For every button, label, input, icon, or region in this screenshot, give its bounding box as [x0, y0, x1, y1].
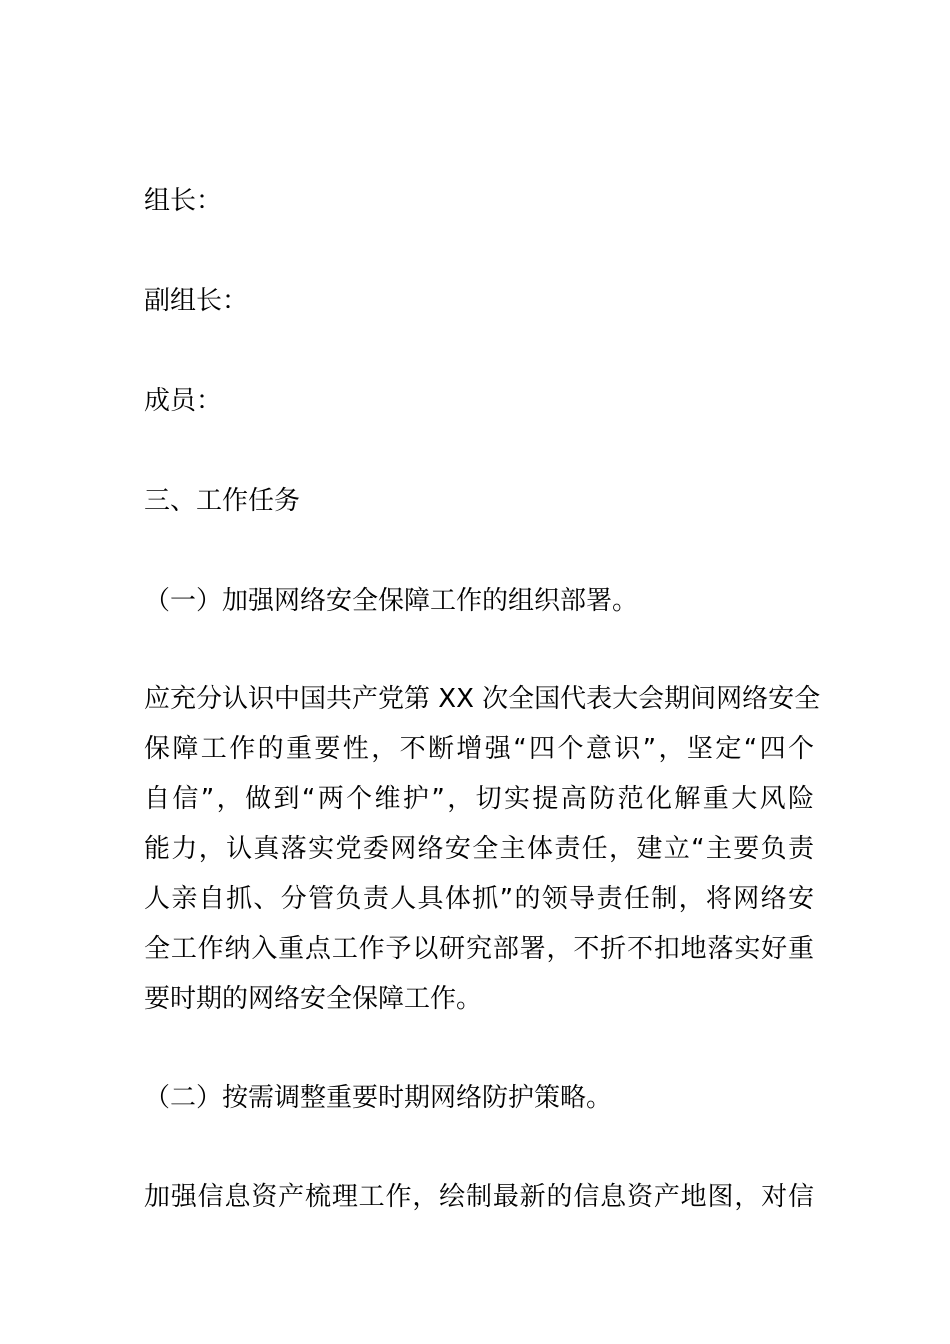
paragraph-one — [144, 674, 821, 1024]
paragraph-line: 自信”，做到“两个维护”，切实提高防范化解重大风险 — [144, 784, 814, 814]
members-line: 成员： — [144, 386, 223, 416]
paragraph-two — [144, 1172, 814, 1222]
subsection-heading-two: （二）按需调整重要时期网络防护策略。 — [144, 1083, 613, 1113]
subsection-heading-one: （一）加强网络安全保障工作的组织部署。 — [144, 586, 639, 616]
paragraph-line: 应充分认识中国共产党第 XX 次全国代表大会期间网络安全 — [144, 684, 821, 714]
section-heading: 三、工作任务 — [144, 486, 301, 516]
leader-line: 组长： — [144, 186, 223, 216]
paragraph-line: 人亲自抓、分管负责人具体抓”的领导责任制，将网络安 — [144, 884, 814, 914]
paragraph-line: 加强信息资产梳理工作，绘制最新的信息资产地图，对信 — [144, 1182, 814, 1212]
deputy-leader-line: 副组长： — [144, 286, 249, 316]
paragraph-line: 要时期的网络安全保障工作。 — [144, 984, 483, 1014]
paragraph-line: 全工作纳入重点工作予以研究部署，不折不扣地落实好重 — [144, 934, 814, 964]
paragraph-line: 保障工作的重要性，不断增强“四个意识”，坚定“四个 — [144, 734, 814, 764]
paragraph-line: 能力，认真落实党委网络安全主体责任，建立“主要负责 — [144, 834, 814, 864]
